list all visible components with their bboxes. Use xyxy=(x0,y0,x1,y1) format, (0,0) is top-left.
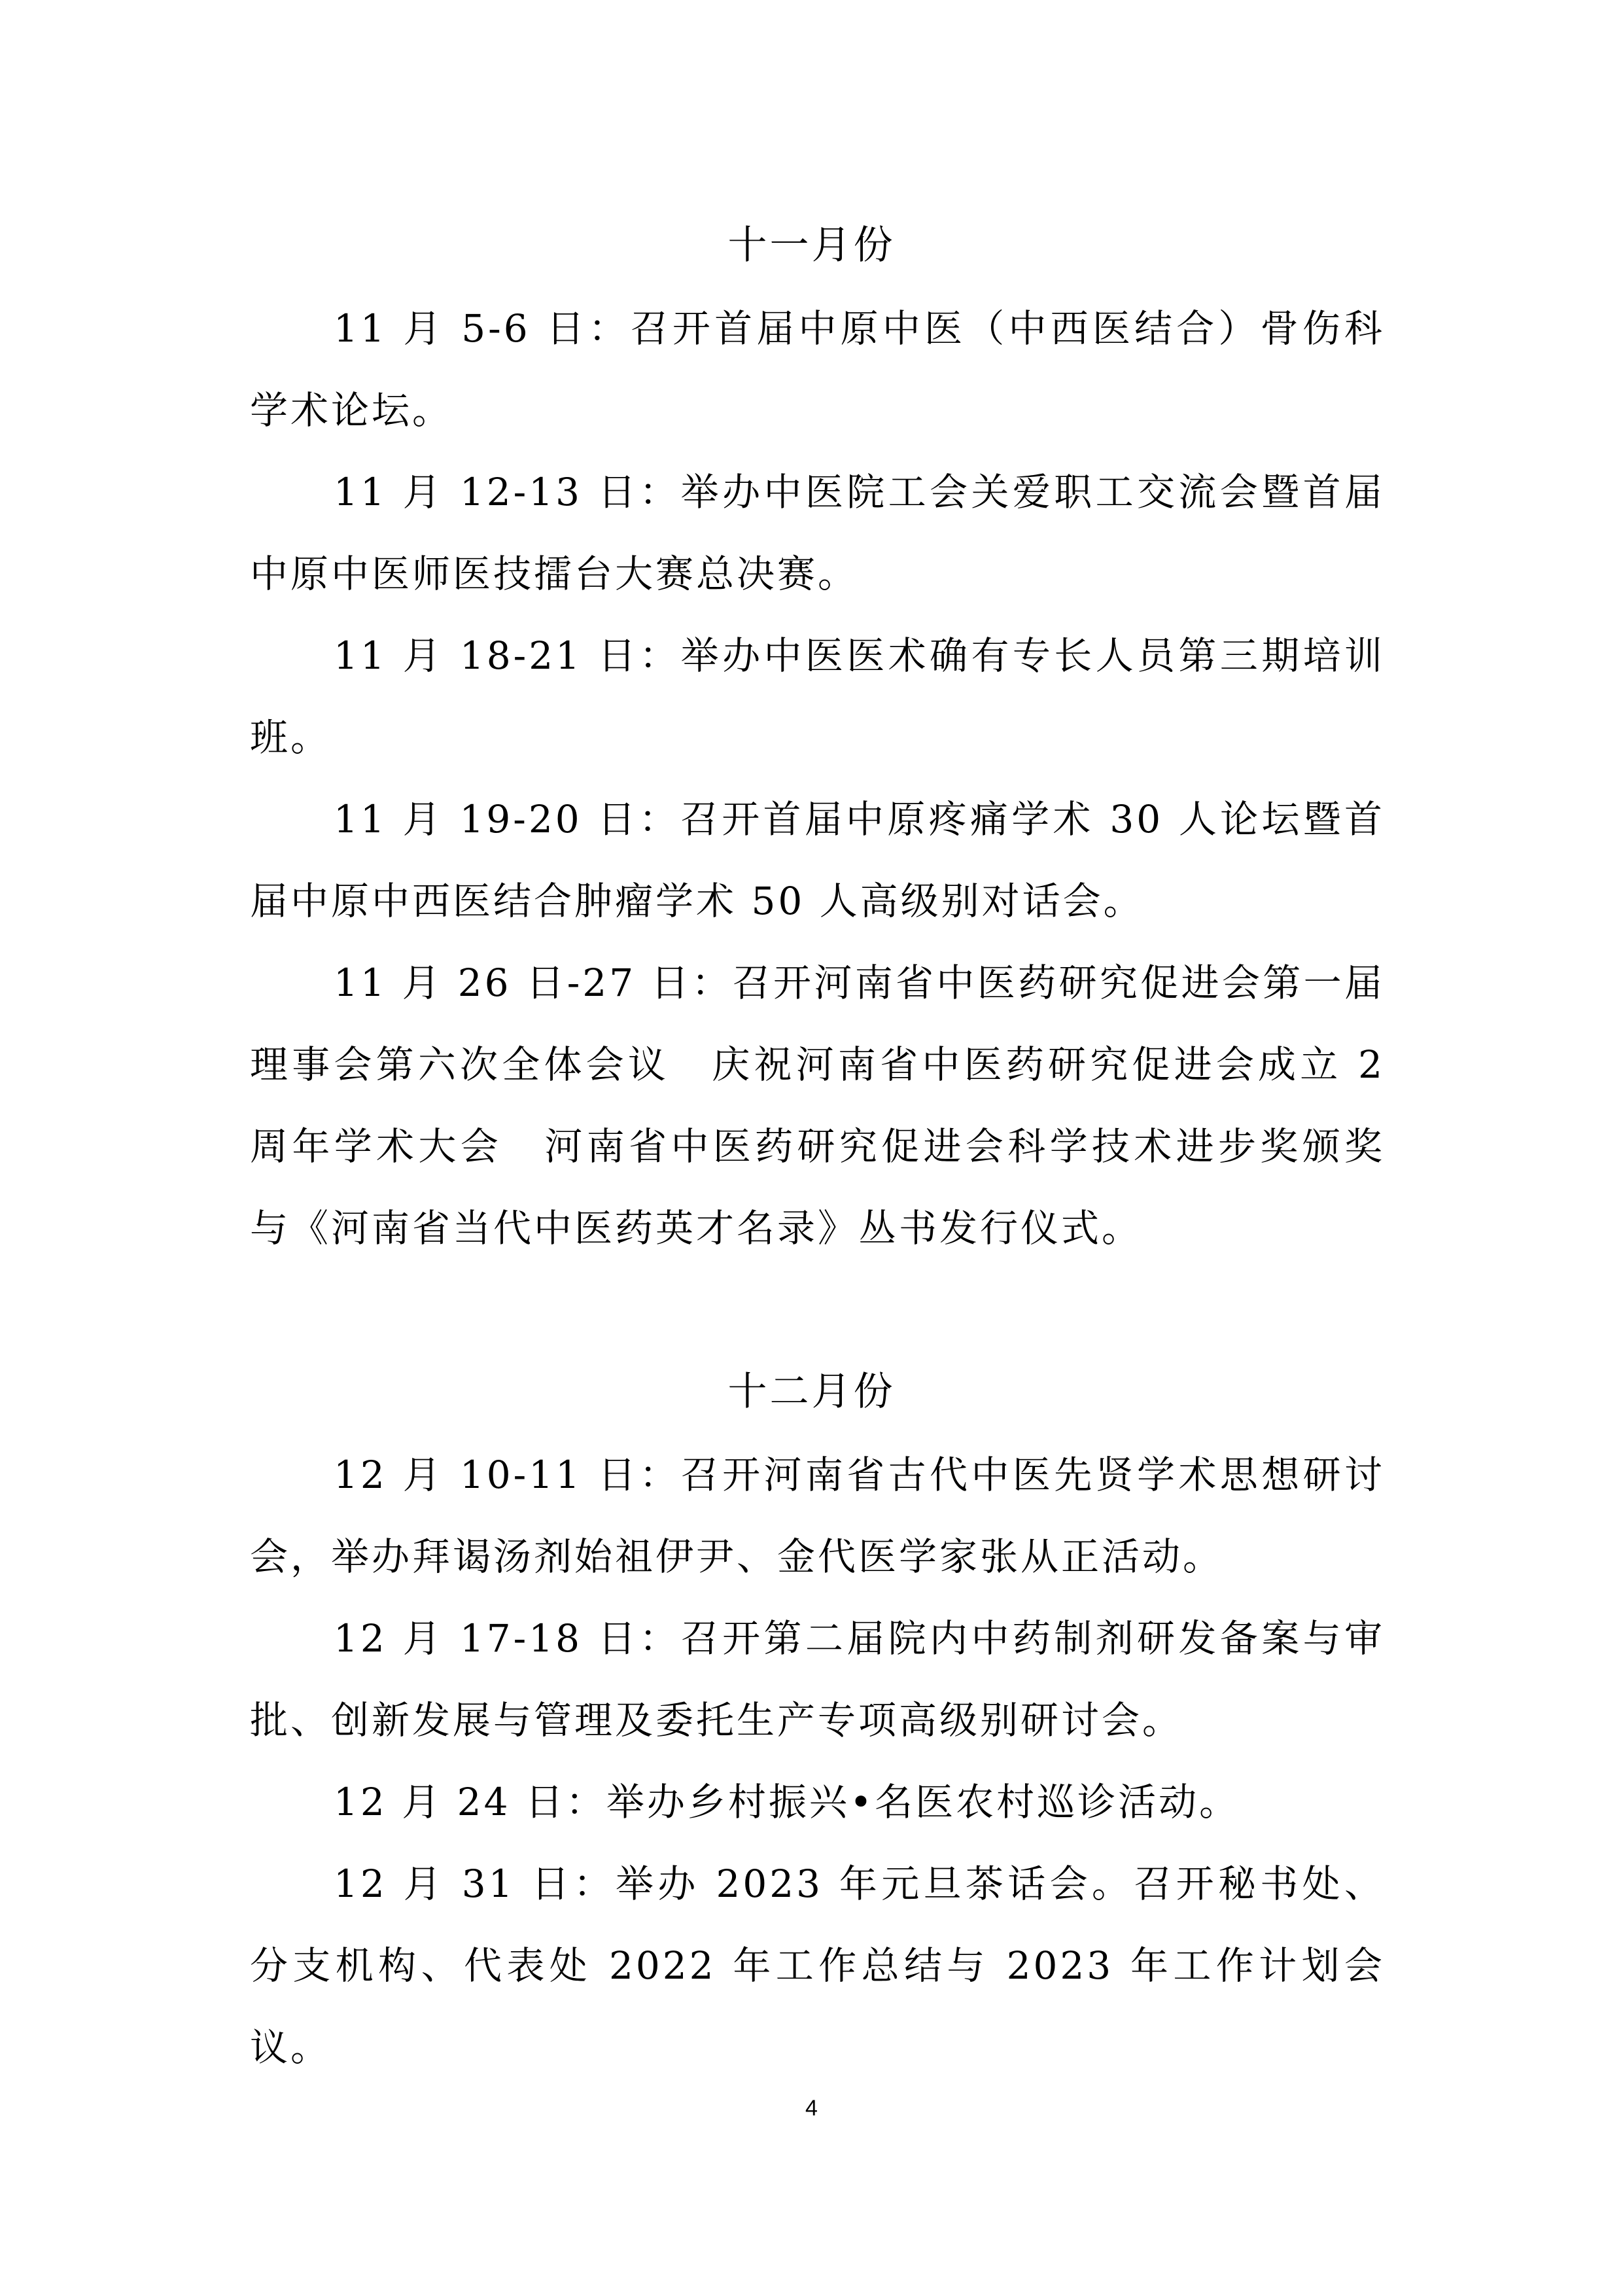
list-item: 11 月 19-20 日：召开首届中原疼痛学术 30 人论坛暨首届中原中西医结合肿瘤学术 50 人高级别对话会。 xyxy=(250,797,1385,923)
list-item: 12 月 24 日：举办乡村振兴•名医农村巡诊活动。 xyxy=(334,1780,1240,1824)
page-number: 4 xyxy=(805,2096,818,2121)
section-heading-december: 十二月份 xyxy=(727,1369,896,1415)
list-item: 11 月 12-13 日：举办中医院工会关爱职工交流会暨首届中原中医师医技擂台大赛总决赛。 xyxy=(250,470,1385,596)
section-heading-november: 十一月份 xyxy=(727,222,896,268)
list-item: 12 月 17-18 日：召开第二届院内中药制剂研发备案与审批、创新发展与管理及委托生产专项高级别研讨会。 xyxy=(250,1616,1385,1742)
list-item: 12 月 10-11 日：召开河南省古代中医先贤学术思想研讨会，举办拜谒汤剂始祖伊尹、金代医学家张从正活动。 xyxy=(250,1453,1385,1579)
list-item: 12 月 31 日：举办 2023 年元旦茶话会。召开秘书处、分支机构、代表处 2022 年工作总结与 2023 年工作计划会议。 xyxy=(250,1862,1385,2070)
list-item: 11 月 5-6 日：召开首届中原中医（中西医结合）骨伤科学术论坛。 xyxy=(250,306,1385,433)
list-item: 11 月 26 日-27 日：召开河南省中医药研究促进会第一届理事会第六次全体会议 庆祝河南省中医药研究促进会成立 2 周年学术大会 河南省中医药研究促进会科学技术进步奖颁奖与《河南省当代中医药英才名录》丛书发行仪式。 xyxy=(250,961,1385,1250)
list-item: 11 月 18-21 日：举办中医医术确有专长人员第三期培训班。 xyxy=(250,633,1385,760)
